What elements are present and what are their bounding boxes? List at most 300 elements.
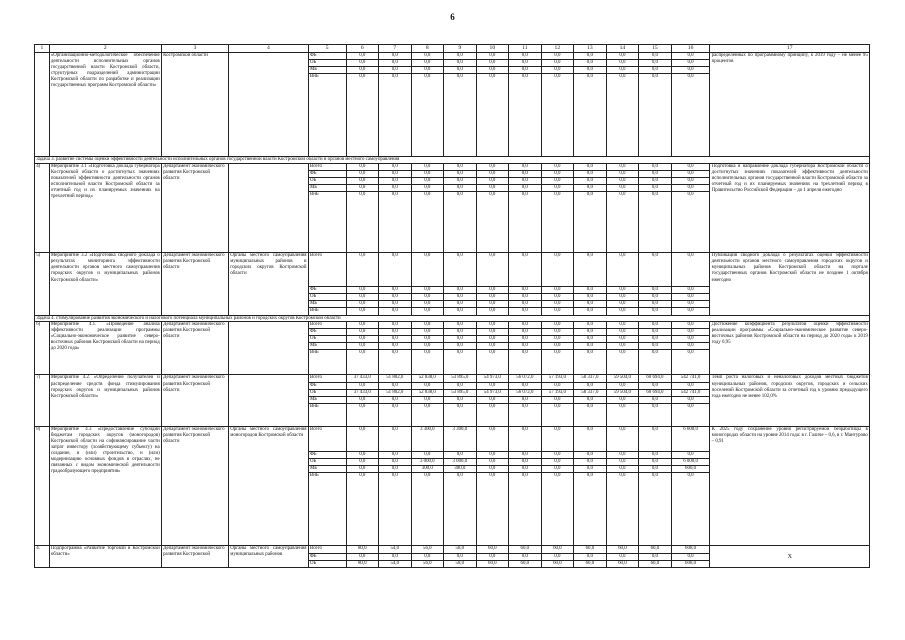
amount-cell: 0,0 [541, 473, 574, 546]
amount-cell: 0,0 [606, 554, 639, 561]
amount-cell: 0,0 [509, 554, 542, 561]
amount-cell: 0,0 [639, 426, 672, 451]
co-executor: Органы местного самоуправления моногородов Костромской области [229, 426, 309, 545]
amount-cell: 0,0 [411, 177, 444, 184]
funding-source: ОБ [308, 60, 346, 67]
amount-cell: 0,0 [509, 350, 542, 375]
amount-cell: 0,0 [346, 426, 379, 451]
amount-cell: 0,0 [411, 60, 444, 67]
amount-cell: 0,0 [541, 308, 574, 315]
amount-cell: 0,0 [476, 53, 509, 60]
amount-cell: 0,0 [444, 74, 477, 157]
amount-cell: 0,0 [606, 287, 639, 294]
table-row [35, 426, 870, 451]
amount-cell: 0,0 [541, 301, 574, 308]
funding-source: Всего [308, 375, 346, 382]
amount-cell: 0,0 [606, 192, 639, 253]
amount-cell: 0,0 [639, 163, 672, 170]
amount-cell: 0,0 [346, 473, 379, 546]
co-executor [229, 322, 309, 375]
amount-cell: 0,0 [411, 253, 444, 287]
amount-cell: 0,0 [444, 185, 477, 192]
amount-cell: 80,0 [346, 546, 379, 554]
amount-cell: 0,0 [509, 308, 542, 315]
funding-source: Всего [308, 253, 346, 287]
amount-cell: 0,0 [574, 294, 607, 301]
amount-cell: 0,0 [444, 301, 477, 308]
amount-cell: 0,0 [379, 192, 412, 253]
amount-cell: 0,0 [411, 170, 444, 177]
funding-source: ОБ [308, 561, 346, 568]
amount-cell: 0,0 [444, 177, 477, 184]
amount-cell: 0,0 [574, 396, 607, 403]
amount-cell: 0,0 [411, 322, 444, 329]
amount-cell: 0,0 [574, 67, 607, 74]
amount-cell: 0,0 [574, 554, 607, 561]
amount-cell: 0,0 [411, 294, 444, 301]
amount-cell: 0,0 [444, 287, 477, 294]
amount-cell: 0,0 [574, 287, 607, 294]
amount-cell: 0,0 [346, 74, 379, 157]
funding-source: МБ [308, 465, 346, 472]
amount-cell: 0,0 [541, 67, 574, 74]
amount-cell: 608,0 [671, 561, 710, 568]
amount-cell: 0,0 [411, 451, 444, 458]
amount-cell: 60,0 [476, 561, 509, 568]
amount-cell: 0,0 [671, 322, 710, 329]
amount-cell: 0,0 [639, 396, 672, 403]
amount-cell: 0,0 [444, 294, 477, 301]
amount-cell: 0,0 [476, 473, 509, 546]
column-number: 11 [509, 45, 542, 53]
funding-source: МБ [308, 343, 346, 350]
amount-cell: 0,0 [671, 60, 710, 67]
amount-cell: 0,0 [509, 382, 542, 389]
amount-cell: 0,0 [671, 287, 710, 294]
amount-cell: 0,0 [574, 308, 607, 315]
amount-cell: 60,0 [574, 546, 607, 554]
table-row [35, 253, 870, 287]
amount-cell: 60,0 [509, 546, 542, 554]
row-index: 4) [35, 163, 50, 252]
funding-source: ФБ [308, 451, 346, 458]
amount-cell: 0,0 [574, 451, 607, 458]
amount-cell: 0,0 [671, 192, 710, 253]
column-number: 9 [444, 45, 477, 53]
amount-cell: 0,0 [639, 170, 672, 177]
amount-cell: 0,0 [541, 465, 574, 472]
amount-cell: 56 072,0 [509, 389, 542, 396]
program-table [34, 44, 870, 568]
amount-cell: 6 000,0 [671, 458, 710, 465]
column-number: 5 [308, 45, 346, 53]
amount-cell: 0,0 [411, 350, 444, 375]
amount-cell: 56,0 [411, 561, 444, 568]
amount-cell: 0,0 [379, 396, 412, 403]
amount-cell: 0,0 [541, 185, 574, 192]
funding-source: Всего [308, 322, 346, 329]
amount-cell: 0,0 [541, 322, 574, 329]
header-row [35, 45, 870, 53]
amount-cell: 0,0 [509, 170, 542, 177]
amount-cell: 0,0 [671, 177, 710, 184]
amount-cell: 0,0 [476, 60, 509, 67]
amount-cell: 0,0 [476, 554, 509, 561]
amount-cell: 0,0 [541, 177, 574, 184]
amount-cell: 59 504,0 [606, 389, 639, 396]
amount-cell: 60,0 [606, 546, 639, 554]
funding-source: МБ [308, 396, 346, 403]
amount-cell: 0,0 [606, 301, 639, 308]
amount-cell: 0,0 [411, 53, 444, 60]
amount-cell: 0,0 [639, 465, 672, 472]
amount-cell: 0,0 [476, 336, 509, 343]
amount-cell: 51 802,0 [379, 375, 412, 382]
amount-cell: 0,0 [476, 403, 509, 426]
responsible-executor: Департамент экономического развития Костромской области [161, 163, 228, 252]
amount-cell: 0,0 [606, 67, 639, 74]
amount-cell: 0,0 [606, 185, 639, 192]
amount-cell: 0,0 [639, 287, 672, 294]
table-row [35, 322, 870, 329]
amount-cell: 60,0 [541, 561, 574, 568]
amount-cell: 0,0 [346, 294, 379, 301]
amount-cell: 0,0 [444, 350, 477, 375]
amount-cell: 0,0 [639, 554, 672, 561]
amount-cell: 59 504,0 [606, 375, 639, 382]
amount-cell: 0,0 [476, 177, 509, 184]
amount-cell: 0,0 [606, 53, 639, 60]
amount-cell: 608,0 [671, 546, 710, 554]
activity-name: Мероприятие 4.1. «Проведение анализа эффективности реализации программы «Социально-экономическое развитие северо-восточных районов Костромской области на период до 2020 года» [49, 322, 161, 375]
amount-cell: 0,0 [444, 60, 477, 67]
amount-cell: 0,0 [509, 336, 542, 343]
amount-cell: 0,0 [379, 308, 412, 315]
funding-source: ВнБ [308, 74, 346, 157]
expected-result: Темп роста налоговых и неналоговых доходов местных бюджетов муниципальных районов, городских округов, городских и сельских поселений Костромской области за отчетный год к уровню предыдущего года ежегодно не менее 102,0% [710, 375, 870, 426]
amount-cell: 0,0 [444, 403, 477, 426]
funding-source: ФБ [308, 382, 346, 389]
amount-cell: 0,0 [574, 185, 607, 192]
amount-cell: 0,0 [574, 382, 607, 389]
amount-cell: 0,0 [346, 329, 379, 336]
amount-cell: 0,0 [411, 192, 444, 253]
amount-cell: 0,0 [476, 465, 509, 472]
amount-cell: 0,0 [411, 343, 444, 350]
amount-cell: 0,0 [541, 458, 574, 465]
amount-cell: 0,0 [606, 253, 639, 287]
amount-cell: 0,0 [476, 287, 509, 294]
amount-cell: 0,0 [606, 294, 639, 301]
amount-cell: 60,0 [639, 561, 672, 568]
amount-cell: 58,0 [444, 561, 477, 568]
responsible-executor: Департамент экономического развития Костромской области [161, 322, 228, 375]
column-number: 16 [671, 45, 710, 53]
amount-cell: 0,0 [541, 253, 574, 287]
amount-cell: 0,0 [639, 67, 672, 74]
amount-cell: 0,0 [411, 287, 444, 294]
amount-cell: 0,0 [476, 396, 509, 403]
amount-cell: 0,0 [444, 308, 477, 315]
amount-cell: 0,0 [606, 170, 639, 177]
row-index: 4. [35, 546, 50, 568]
responsible-executor: Департамент экономического развития Костромской области [161, 426, 228, 545]
amount-cell: 56,0 [411, 546, 444, 554]
amount-cell: 0,0 [509, 301, 542, 308]
amount-cell: 0,0 [671, 67, 710, 74]
funding-source: ВнБ [308, 192, 346, 253]
amount-cell: 0,0 [574, 177, 607, 184]
amount-cell: 0,0 [639, 74, 672, 157]
expected-result: Подготовка и направление доклада губернатора Костромской области о достигнутых значениях показателей эффективности деятельности исполнительных органов государственной власти Костромской области за отчетный год и их планируемых значениях на трехлетний период в Правительство Российской Федерации – до 1 апреля ежегодно [710, 163, 870, 252]
amount-cell: 0,0 [671, 350, 710, 375]
amount-cell: 0,0 [541, 426, 574, 451]
amount-cell: 0,0 [671, 403, 710, 426]
funding-source: МБ [308, 67, 346, 74]
amount-cell: 0,0 [639, 458, 672, 465]
amount-cell: 0,0 [639, 177, 672, 184]
amount-cell: 0,0 [606, 451, 639, 458]
amount-cell: 0,0 [574, 163, 607, 170]
amount-cell: 542 741,0 [671, 375, 710, 382]
amount-cell: 0,0 [411, 329, 444, 336]
amount-cell: 0,0 [379, 287, 412, 294]
amount-cell: 58 337,0 [574, 375, 607, 382]
amount-cell: 0,0 [379, 177, 412, 184]
amount-cell: 0,0 [671, 329, 710, 336]
amount-cell: 0,0 [509, 163, 542, 170]
amount-cell: 0,0 [671, 343, 710, 350]
amount-cell: 0,0 [379, 67, 412, 74]
column-number: 17 [710, 45, 870, 53]
row-index: 5) [35, 253, 50, 315]
amount-cell: 0,0 [574, 426, 607, 451]
amount-cell: 0,0 [541, 287, 574, 294]
amount-cell: 0,0 [379, 53, 412, 60]
amount-cell: 0,0 [379, 322, 412, 329]
amount-cell: 0,0 [541, 163, 574, 170]
amount-cell: 56 072,0 [509, 375, 542, 382]
amount-cell: 52 838,0 [411, 389, 444, 396]
amount-cell: 60,0 [476, 546, 509, 554]
amount-cell: 0,0 [574, 343, 607, 350]
amount-cell: 0,0 [671, 336, 710, 343]
amount-cell: 0,0 [509, 396, 542, 403]
amount-cell: 0,0 [346, 458, 379, 465]
amount-cell: 0,0 [574, 329, 607, 336]
amount-cell: 0,0 [379, 382, 412, 389]
amount-cell: 0,0 [639, 253, 672, 287]
amount-cell: 51 802,0 [379, 389, 412, 396]
amount-cell: 0,0 [411, 396, 444, 403]
column-number: 8 [411, 45, 444, 53]
amount-cell: 54,0 [379, 561, 412, 568]
amount-cell: 0,0 [379, 253, 412, 287]
amount-cell: 0,0 [671, 163, 710, 170]
amount-cell: 0,0 [444, 253, 477, 287]
amount-cell: 54 973,0 [476, 389, 509, 396]
amount-cell: 0,0 [509, 185, 542, 192]
amount-cell: 0,0 [444, 396, 477, 403]
amount-cell: 0,0 [509, 403, 542, 426]
amount-cell: 0,0 [671, 253, 710, 287]
amount-cell: 0,0 [379, 458, 412, 465]
amount-cell: 0,0 [411, 382, 444, 389]
amount-cell: 0,0 [574, 473, 607, 546]
amount-cell: 0,0 [346, 350, 379, 375]
amount-cell: 60 694,0 [639, 375, 672, 382]
amount-cell: 0,0 [346, 343, 379, 350]
amount-cell: 0,0 [476, 192, 509, 253]
amount-cell: 0,0 [379, 185, 412, 192]
amount-cell: 0,0 [346, 185, 379, 192]
funding-source: ОБ [308, 336, 346, 343]
amount-cell: 0,0 [346, 163, 379, 170]
expected-result: распределенных по программному принципу, к 2019 году – не менее 95 процентов [710, 53, 870, 157]
amount-cell: 300,0 [411, 465, 444, 472]
amount-cell: 0,0 [574, 322, 607, 329]
amount-cell: 0,0 [509, 67, 542, 74]
amount-cell: 0,0 [606, 382, 639, 389]
column-number: 10 [476, 45, 509, 53]
amount-cell: 53 895,0 [444, 389, 477, 396]
amount-cell: 0,0 [541, 451, 574, 458]
funding-source: ФБ [308, 554, 346, 561]
amount-cell: 3 000,0 [411, 458, 444, 465]
column-number: 3 [161, 45, 228, 53]
amount-cell: 0,0 [444, 473, 477, 546]
funding-source: ВнБ [308, 403, 346, 426]
amount-cell: 0,0 [574, 170, 607, 177]
responsible-executor: Департамент экономического развития Костромской области [161, 253, 228, 315]
amount-cell: 0,0 [639, 60, 672, 67]
amount-cell: 0,0 [606, 322, 639, 329]
amount-cell: 0,0 [411, 336, 444, 343]
funding-source: Всего [308, 163, 346, 170]
amount-cell: 54 973,0 [476, 375, 509, 382]
amount-cell: 0,0 [411, 403, 444, 426]
amount-cell: 57 193,0 [541, 389, 574, 396]
amount-cell: 0,0 [606, 473, 639, 546]
amount-cell: 0,0 [509, 465, 542, 472]
amount-cell: 0,0 [444, 322, 477, 329]
amount-cell: 0,0 [509, 74, 542, 157]
amount-cell: 0,0 [574, 458, 607, 465]
amount-cell: 0,0 [444, 329, 477, 336]
amount-cell: 0,0 [639, 403, 672, 426]
amount-cell: 0,0 [346, 554, 379, 561]
amount-cell: 0,0 [444, 170, 477, 177]
amount-cell: 0,0 [509, 53, 542, 60]
row-index: 6) [35, 322, 50, 375]
row-index [35, 53, 50, 157]
amount-cell: 0,0 [671, 382, 710, 389]
amount-cell: 58,0 [444, 546, 477, 554]
responsible-executor: Костромской области [161, 53, 228, 157]
amount-cell: 0,0 [574, 253, 607, 287]
amount-cell: 0,0 [379, 329, 412, 336]
page-number: 6 [450, 12, 455, 22]
amount-cell: 0,0 [346, 253, 379, 287]
amount-cell: 0,0 [671, 451, 710, 458]
amount-cell: 0,0 [476, 170, 509, 177]
amount-cell: 0,0 [606, 458, 639, 465]
funding-source: ВнБ [308, 308, 346, 315]
task-title: Задача 4. стимулирование развития экономического и налогового потенциала муниципальных районов и городских округов Костромской области [35, 315, 870, 322]
amount-cell: 0,0 [671, 473, 710, 546]
amount-cell: 0,0 [509, 287, 542, 294]
amount-cell: 0,0 [346, 301, 379, 308]
amount-cell: 3 000,0 [444, 458, 477, 465]
activity-name: «Организационно-методологическое обеспечение деятельности исполнительных органов государственной власти Костромской области, структурных подразделений администрации Костромской области по разработке и реализации государственных программ Костромской области» [49, 53, 161, 157]
amount-cell: 0,0 [541, 382, 574, 389]
amount-cell: 0,0 [346, 465, 379, 472]
amount-cell: 0,0 [411, 301, 444, 308]
amount-cell: 0,0 [509, 253, 542, 287]
funding-source: ОБ [308, 389, 346, 396]
amount-cell: 0,0 [541, 396, 574, 403]
co-executor [229, 53, 309, 157]
amount-cell: 0,0 [606, 465, 639, 472]
amount-cell: 0,0 [476, 74, 509, 157]
column-number: 7 [379, 45, 412, 53]
column-number: 6 [346, 45, 379, 53]
amount-cell: 0,0 [476, 301, 509, 308]
amount-cell: 0,0 [476, 308, 509, 315]
amount-cell: 0,0 [509, 451, 542, 458]
amount-cell: 0,0 [639, 350, 672, 375]
amount-cell: 0,0 [444, 192, 477, 253]
amount-cell: 0,0 [346, 308, 379, 315]
amount-cell: 6 600,0 [671, 426, 710, 451]
amount-cell: 0,0 [346, 287, 379, 294]
amount-cell: 0,0 [606, 396, 639, 403]
amount-cell: 0,0 [671, 294, 710, 301]
amount-cell: 60,0 [509, 561, 542, 568]
amount-cell: 0,0 [606, 329, 639, 336]
funding-source: ФБ [308, 287, 346, 294]
amount-cell: 0,0 [541, 294, 574, 301]
amount-cell: 0,0 [509, 458, 542, 465]
funding-source: МБ [308, 185, 346, 192]
table-row [35, 53, 870, 60]
amount-cell: 0,0 [671, 74, 710, 157]
amount-cell: 0,0 [574, 350, 607, 375]
amount-cell: 0,0 [541, 74, 574, 157]
column-number: 2 [49, 45, 161, 53]
amount-cell: 0,0 [671, 53, 710, 60]
amount-cell: 0,0 [541, 403, 574, 426]
amount-cell: 37 433,0 [346, 375, 379, 382]
amount-cell: 0,0 [606, 403, 639, 426]
amount-cell: 0,0 [476, 329, 509, 336]
column-number: 14 [606, 45, 639, 53]
amount-cell: 0,0 [606, 74, 639, 157]
amount-cell: 0,0 [671, 308, 710, 315]
amount-cell: 0,0 [541, 336, 574, 343]
amount-cell: 0,0 [346, 396, 379, 403]
funding-source: Всего [308, 426, 346, 451]
amount-cell: 0,0 [444, 343, 477, 350]
amount-cell: 0,0 [444, 163, 477, 170]
amount-cell: 0,0 [671, 170, 710, 177]
table-row [35, 163, 870, 170]
amount-cell: 0,0 [444, 336, 477, 343]
amount-cell: 0,0 [606, 163, 639, 170]
amount-cell: 0,0 [346, 170, 379, 177]
amount-cell: 0,0 [379, 294, 412, 301]
amount-cell: 0,0 [606, 308, 639, 315]
